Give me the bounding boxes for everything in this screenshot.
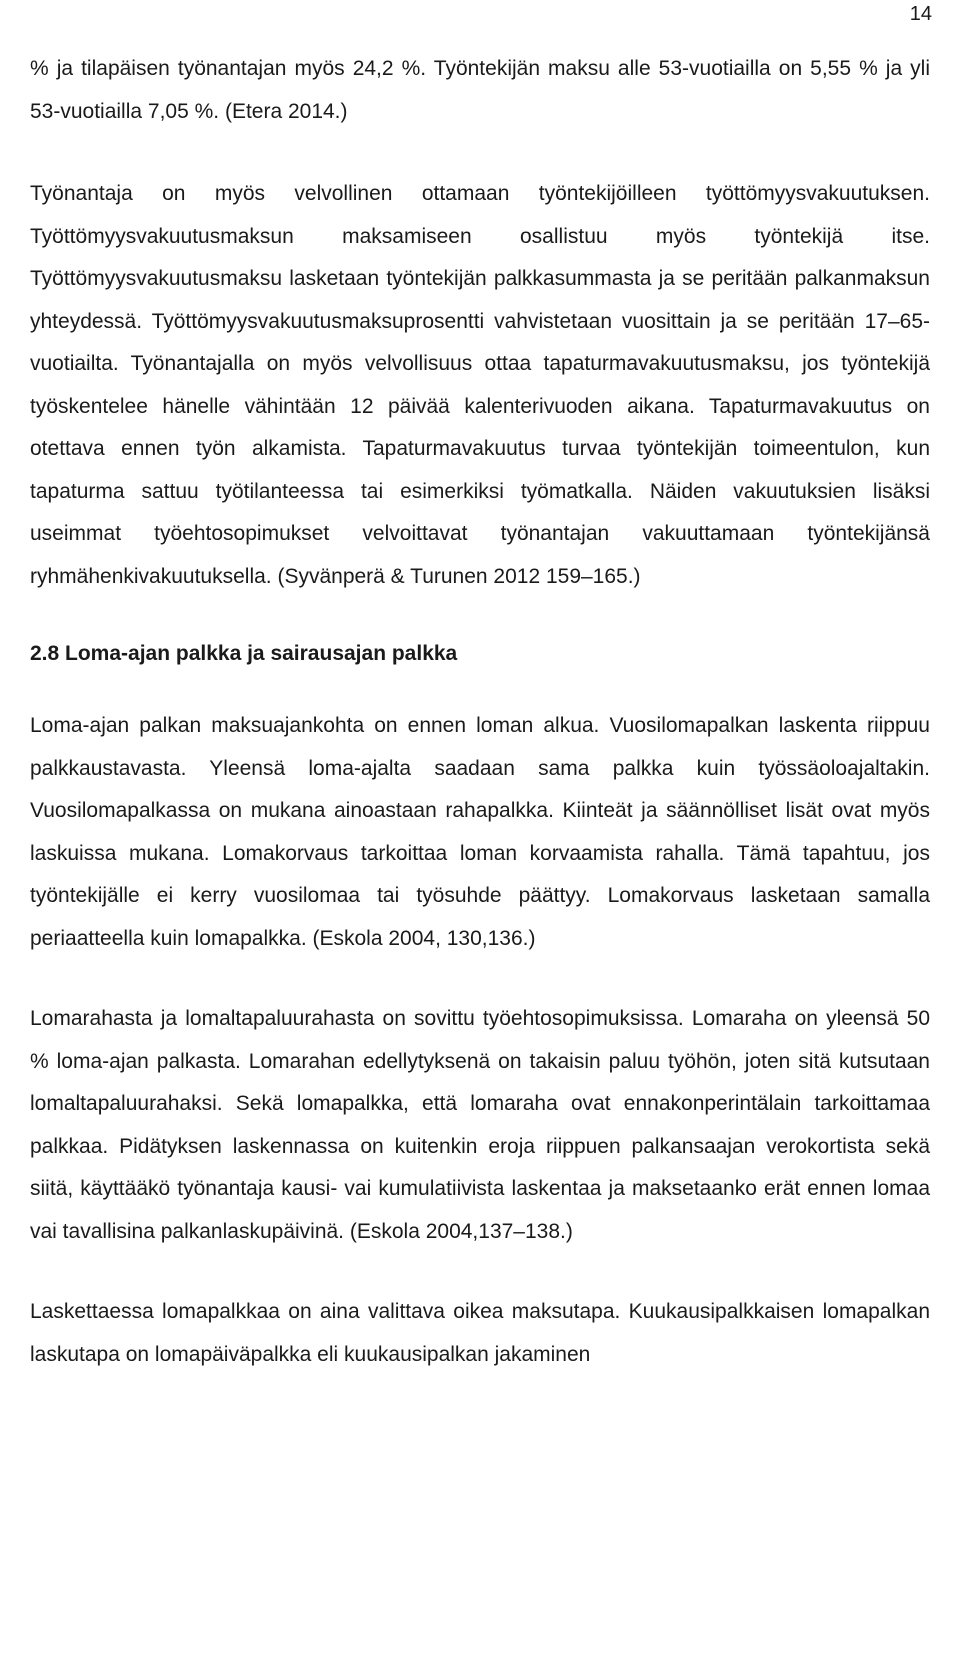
paragraph-insurance-rates: % ja tilapäisen työnantajan myös 24,2 %. Työntekijän maksu alle 53-vuotiailla on 5,55 % ja yli 53-vuotiailla 7,05 %. (Etera 2014.) [30, 57, 930, 123]
section-heading: 2.8 Loma-ajan palkka ja sairausajan palkka [30, 642, 458, 665]
document-body [30, 48, 930, 1376]
paragraph-calculation-method: Laskettaessa lomapalkkaa on aina valittava oikea maksutapa. Kuukausipalkkaisen lomapalkan laskutapa on lomapäiväpalkka eli kuukausipalkan jakaminen [30, 1300, 930, 1366]
paragraph-unemployment-insurance: Työnantaja on myös velvollinen ottamaan työntekijöilleen työttömyysvakuutuksen. Työttömyysvakuutusmaksun maksamiseen osallistuu myös työntekijä itse. Työttömyysvakuutusmaksu lasketaan työntekijän palkkasummasta ja se peritään palkanmaksun yhteydessä. Työttömyysvakuutusmaksuprosentti vahvistetaan vuosittain ja se peritään 17–65-vuotiailta. Työnantajalla on myös velvollisuus ottaa tapaturmavakuutusmaksu, jos työntekijä työskentelee hänelle vähintään 12 päivää kalenterivuoden aikana. Tapaturmavakuutus on otettava ennen työn alkamista. Tapaturmavakuutus turvaa työntekijän toimeentulon, kun tapaturma sattuu työtilanteessa tai esimerkiksi työmatkalla. Näiden vakuutuksien lisäksi useimmat työehtosopimukset velvoittavat työnantajan vakuuttamaan työntekijänsä ryhmähenkivakuutuksella. (Syvänperä & Turunen 2012 159–165.) [30, 182, 930, 588]
paragraph-holiday-pay: Loma-ajan palkan maksuajankohta on ennen loman alkua. Vuosilomapalkan laskenta riippuu palkkaustavasta. Yleensä loma-ajalta saadaan sama palkka kuin työssäoloajaltakin. Vuosilomapalkassa on mukana ainoastaan rahapalkka. Kiinteät ja säännölliset lisät ovat myös laskuissa mukana. Lomakorvaus tarkoittaa loman korvaamista rahalla. Tämä tapahtuu, jos työntekijälle ei kerry vuosilomaa tai työsuhde päättyy. Lomakorvaus lasketaan samalla periaatteella kuin lomapalkka. (Eskola 2004, 130,136.) [30, 714, 930, 950]
paragraph-holiday-bonus: Lomarahasta ja lomaltapaluurahasta on sovittu työehtosopimuksissa. Lomaraha on yleensä 50 % loma-ajan palkasta. Lomarahan edellytyksenä on takaisin paluu työhön, joten sitä kutsutaan lomaltapaluurahaksi. Sekä lomapalkka, että lomaraha ovat ennakonperintälain tarkoittamaa palkkaa. Pidätyksen laskennassa on kuitenkin eroja riippuen palkansaajan verokortista sekä siitä, käyttääkö työnantaja kausi- vai kumulatiivista laskentaa ja maksetaanko erät ennen lomaa vai tavallisina palkanlaskupäivinä. (Eskola 2004,137–138.) [30, 1007, 930, 1243]
page-number: 14 [909, 3, 932, 25]
